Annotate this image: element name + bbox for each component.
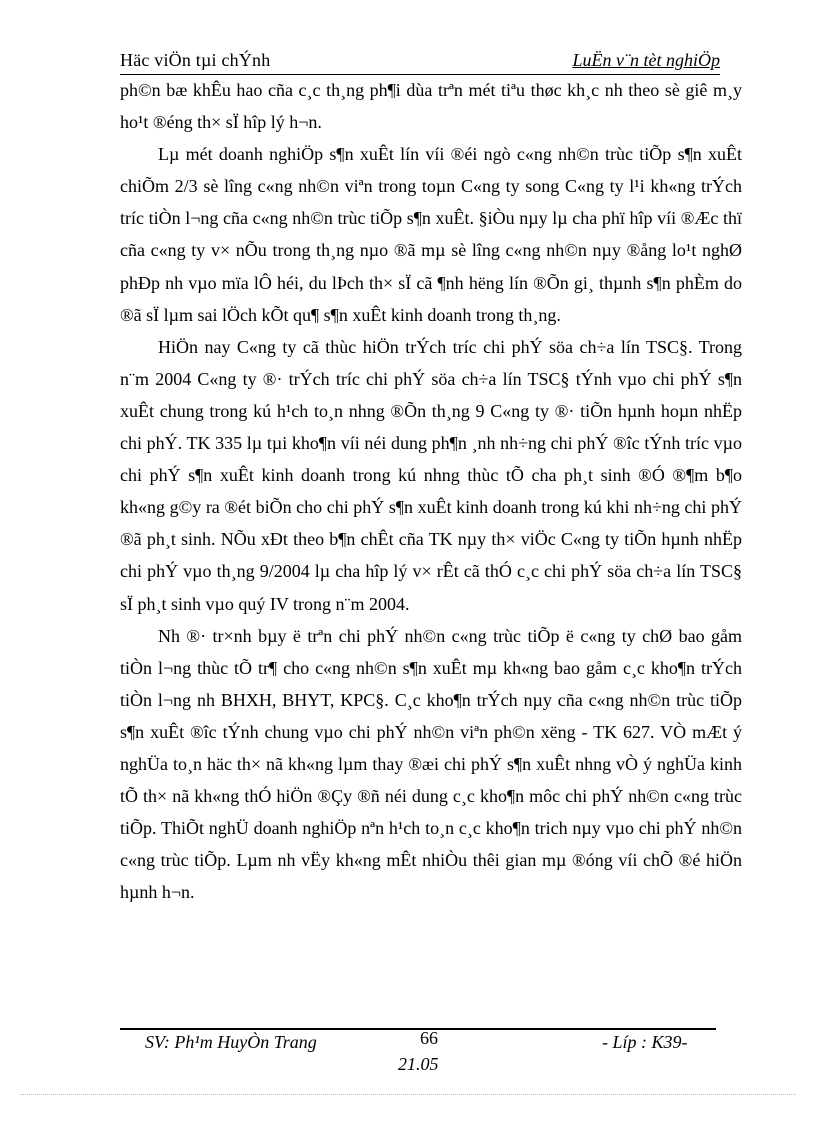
footer-student-name: SV: Ph¹m HuyÒn Trang	[145, 1032, 317, 1052]
page-edge-divider	[20, 1094, 796, 1095]
footer-date: 21.05	[398, 1054, 439, 1074]
paragraph: Nh ®· tr×nh bµy ë trªn chi phÝ nh©n c«ng trùc tiÕp ë c«ng ty chØ bao gåm tiÒn l¬ng thùc tÕ tr¶ cho c«ng nh©n s¶n xuÊt mµ kh«ng bao gåm c¸c kho¶n trÝch tiÒn l¬ng nh BHXH, BHYT, KPC§. C¸c kho¶n trÝch nµy cña c«ng nh©n trùc tiÕp s¶n xuÊt ®îc tÝnh chung vµo chi phÝ nh©n viªn ph©n xëng - TK 627. VÒ mÆt ý nghÜa to¸n häc th× nã kh«ng lµm thay ®æi chi phÝ s¶n xuÊt nhng vÒ ý nghÜa kinh tÕ th× nã kh«ng thÓ hiÖn ®Çy ®ñ néi dung c¸c kho¶n môc chi phÝ nh©n c«ng trùc tiÕp. ThiÕt nghÜ doanh nghiÖp nªn h¹ch to¸n c¸c kho¶n trich nµy vµo chi phÝ nh©n c«ng trùc tiÕp. Lµm nh vËy kh«ng mÊt nhiÒu thêi gian mµ ®óng víi chÕ ®é hiÖn hµnh h¬n.	[120, 625, 742, 903]
page-number: 66	[420, 1028, 438, 1048]
footer-divider	[120, 1028, 716, 1030]
header-document-type: LuËn v¨n tèt nghiÖp	[572, 50, 720, 70]
header-institution: Häc viÖn tµi chÝnh	[120, 50, 271, 70]
paragraph: Lµ mét doanh nghiÖp s¶n xuÊt lín víi ®éi ngò c«ng nh©n trùc tiÕp s¶n xuÊt chiÕm 2/3 sè lîng c«ng nh©n viªn trong toµn C«ng ty song C«ng ty l¹i kh«ng trÝch tríc tiÒn l¬ng cña c«ng nh©n trùc tiÕp s¶n xuÊt. §iÒu nµy lµ cha phï hîp víi ®Æc thï cña c«ng ty v× nÕu trong th¸ng nµo ®ã mµ sè lîng c«ng nh©n nµy ®ång lo¹t nghØ phÐp nh vµo mïa lÔ héi, du lÞch th× sÏ cã ¶nh hëng lín ®Õn gi¸ thµnh s¶n phÈm do ®ã sÏ lµm sai lÖch kÕt qu¶ s¶n xuÊt kinh doanh trong th¸ng.	[120, 144, 742, 325]
page-header	[120, 48, 720, 75]
paragraph-continued: ph©n bæ khÊu hao cña c¸c th¸ng ph¶i dùa trªn mét tiªu thøc kh¸c nh theo sè giê m¸y ho¹t ®éng th× sÏ hîp lý h¬n.	[120, 80, 742, 133]
body-text	[120, 74, 742, 908]
footer-class: - Líp : K39-	[602, 1032, 688, 1052]
paragraph: HiÖn nay C«ng ty cã thùc hiÖn trÝch tríc chi phÝ söa ch÷a lín TSC§. Trong n¨m 2004 C«ng ty ®· trÝch tríc chi phÝ söa ch÷a lín TSC§ tÝnh vµo chi phÝ s¶n xuÊt chung trong kú h¹ch to¸n nhng ®Õn th¸ng 9 C«ng ty ®· tiÕn hµnh hoµn nhËp chi phÝ. TK 335 lµ tµi kho¶n víi néi dung ph¶n ¸nh nh÷ng chi phÝ ®îc tÝnh tríc vµo chi phÝ s¶n xuÊt kinh doanh trong kú nhng thùc tÕ cha ph¸t sinh ®Ó ®¶m b¶o kh«ng g©y ra ®ét biÕn cho chi phÝ s¶n xuÊt kinh doanh trong kú khi nh÷ng chi phÝ ®ã ph¸t sinh. NÕu xÐt theo b¶n chÊt cña TK nµy th× viÖc C«ng ty tiÕn hµnh nhËp chi phÝ vµo th¸ng 9/2004 lµ cha hîp lý v× rÊt cã thÓ c¸c chi phÝ söa ch÷a lín TSC§ sÏ ph¸t sinh vµo quý IV trong n¨m 2004.	[120, 336, 742, 614]
